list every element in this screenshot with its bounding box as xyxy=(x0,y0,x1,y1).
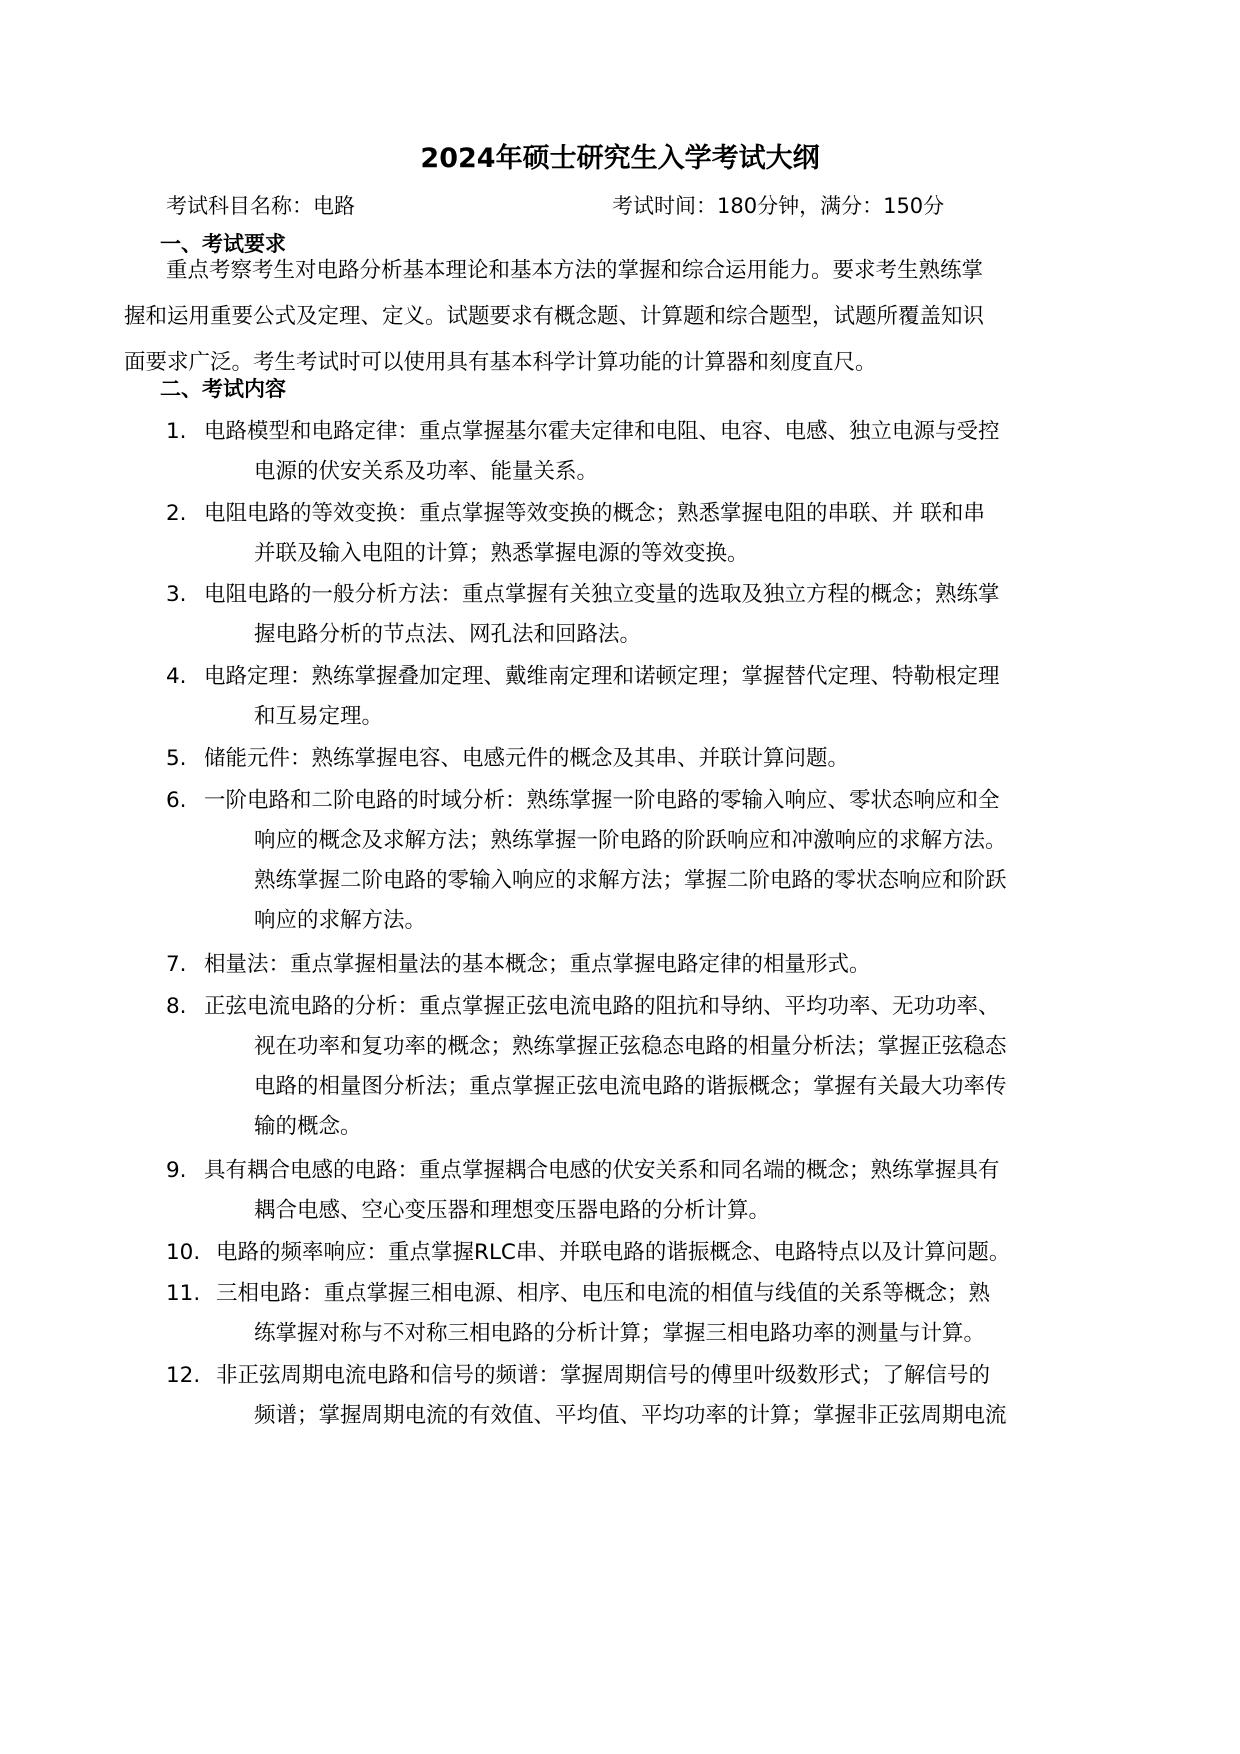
item-line: 非正弦周期电流电路和信号的频谱：掌握周期信号的傅里叶级数形式；了解信号的 xyxy=(216,1363,991,1388)
paragraph-line: 面要求广泛。考生考试时可以使用具有基本科学计算功能的计算器和刻度直尺。 xyxy=(124,350,877,375)
item-number: 4. xyxy=(166,664,187,689)
item-line: 电源的伏安关系及功率、能量关系。 xyxy=(254,459,599,484)
item-number: 5. xyxy=(166,746,187,771)
item-number: 9. xyxy=(166,1158,187,1183)
item-line: 三相电路：重点掌握三相电源、相序、电压和电流的相值与线值的关系等概念；熟 xyxy=(216,1281,991,1306)
item-line: 耦合电感、空心变压器和理想变压器电路的分析计算。 xyxy=(254,1198,771,1223)
paragraph-line: 重点考察考生对电路分析基本理论和基本方法的掌握和综合运用能力。要求考生熟练掌 xyxy=(166,258,984,283)
exam-time-score: 考试时间：180分钟，满分：150分 xyxy=(612,194,945,218)
item-number: 10. xyxy=(166,1240,201,1265)
section-heading-requirements: 一、考试要求 xyxy=(160,232,286,256)
exam-subject: 考试科目名称：电路 xyxy=(166,194,355,218)
item-number: 3. xyxy=(166,582,187,607)
item-line: 握电路分析的节点法、网孔法和回路法。 xyxy=(254,622,642,647)
item-line: 输的概念。 xyxy=(254,1114,362,1139)
item-line: 电阻电路的一般分析方法：重点掌握有关独立变量的选取及独立方程的概念；熟练掌 xyxy=(204,582,1000,607)
item-number: 6. xyxy=(166,788,187,813)
paragraph-line: 握和运用重要公式及定理、定义。试题要求有概念题、计算题和综合题型，试题所覆盖知识 xyxy=(124,304,985,329)
item-number: 12. xyxy=(166,1363,201,1388)
requirements-paragraph xyxy=(124,248,1116,386)
item-line: 电路的频率响应：重点掌握RLC串、并联电路的谐振概念、电路特点以及计算问题。 xyxy=(216,1240,1011,1265)
item-line: 电路模型和电路定律：重点掌握基尔霍夫定律和电阻、电容、电感、独立电源与受控 xyxy=(204,419,1000,444)
item-number: 2. xyxy=(166,501,187,526)
item-line: 响应的求解方法。 xyxy=(254,908,427,933)
item-line: 并联及输入电阻的计算；熟悉掌握电源的等效变换。 xyxy=(254,541,749,566)
item-number: 8. xyxy=(166,994,187,1019)
item-line: 具有耦合电感的电路：重点掌握耦合电感的伏安关系和同名端的概念；熟练掌握具有 xyxy=(204,1158,1000,1183)
item-line: 相量法：重点掌握相量法的基本概念；重点掌握电路定律的相量形式。 xyxy=(204,952,871,977)
item-line: 频谱；掌握周期电流的有效值、平均值、平均功率的计算；掌握非正弦周期电流 xyxy=(254,1403,1007,1428)
item-number: 1. xyxy=(166,419,187,444)
item-line: 一阶电路和二阶电路的时域分析：熟练掌握一阶电路的零输入响应、零状态响应和全 xyxy=(204,788,1000,813)
item-line: 储能元件：熟练掌握电容、电感元件的概念及其串、并联计算问题。 xyxy=(204,746,850,771)
item-line: 和互易定理。 xyxy=(254,704,384,729)
section-heading-content: 二、考试内容 xyxy=(160,377,286,401)
item-line: 电路定理：熟练掌握叠加定理、戴维南定理和诺顿定理；掌握替代定理、特勒根定理 xyxy=(204,664,1000,689)
item-line: 电阻电路的等效变换：重点掌握等效变换的概念；熟悉掌握电阻的串联、并 联和串 xyxy=(204,501,985,526)
item-line: 视在功率和复功率的概念；熟练掌握正弦稳态电路的相量分析法；掌握正弦稳态 xyxy=(254,1034,1007,1059)
document-title: 2024年硕士研究生入学考试大纲 xyxy=(420,143,820,174)
item-number: 11. xyxy=(166,1281,201,1306)
item-line: 响应的概念及求解方法；熟练掌握一阶电路的阶跃响应和冲激响应的求解方法。 xyxy=(254,828,1007,853)
item-line: 正弦电流电路的分析：重点掌握正弦电流电路的阻抗和导纳、平均功率、无功功率、 xyxy=(204,994,1000,1019)
item-line: 练掌握对称与不对称三相电路的分析计算；掌握三相电路功率的测量与计算。 xyxy=(254,1321,986,1346)
item-line: 电路的相量图分析法；重点掌握正弦电流电路的谐振概念；掌握有关最大功率传 xyxy=(254,1074,1007,1099)
item-number: 7. xyxy=(166,952,187,977)
item-line: 熟练掌握二阶电路的零输入响应的求解方法；掌握二阶电路的零状态响应和阶跃 xyxy=(254,868,1007,893)
